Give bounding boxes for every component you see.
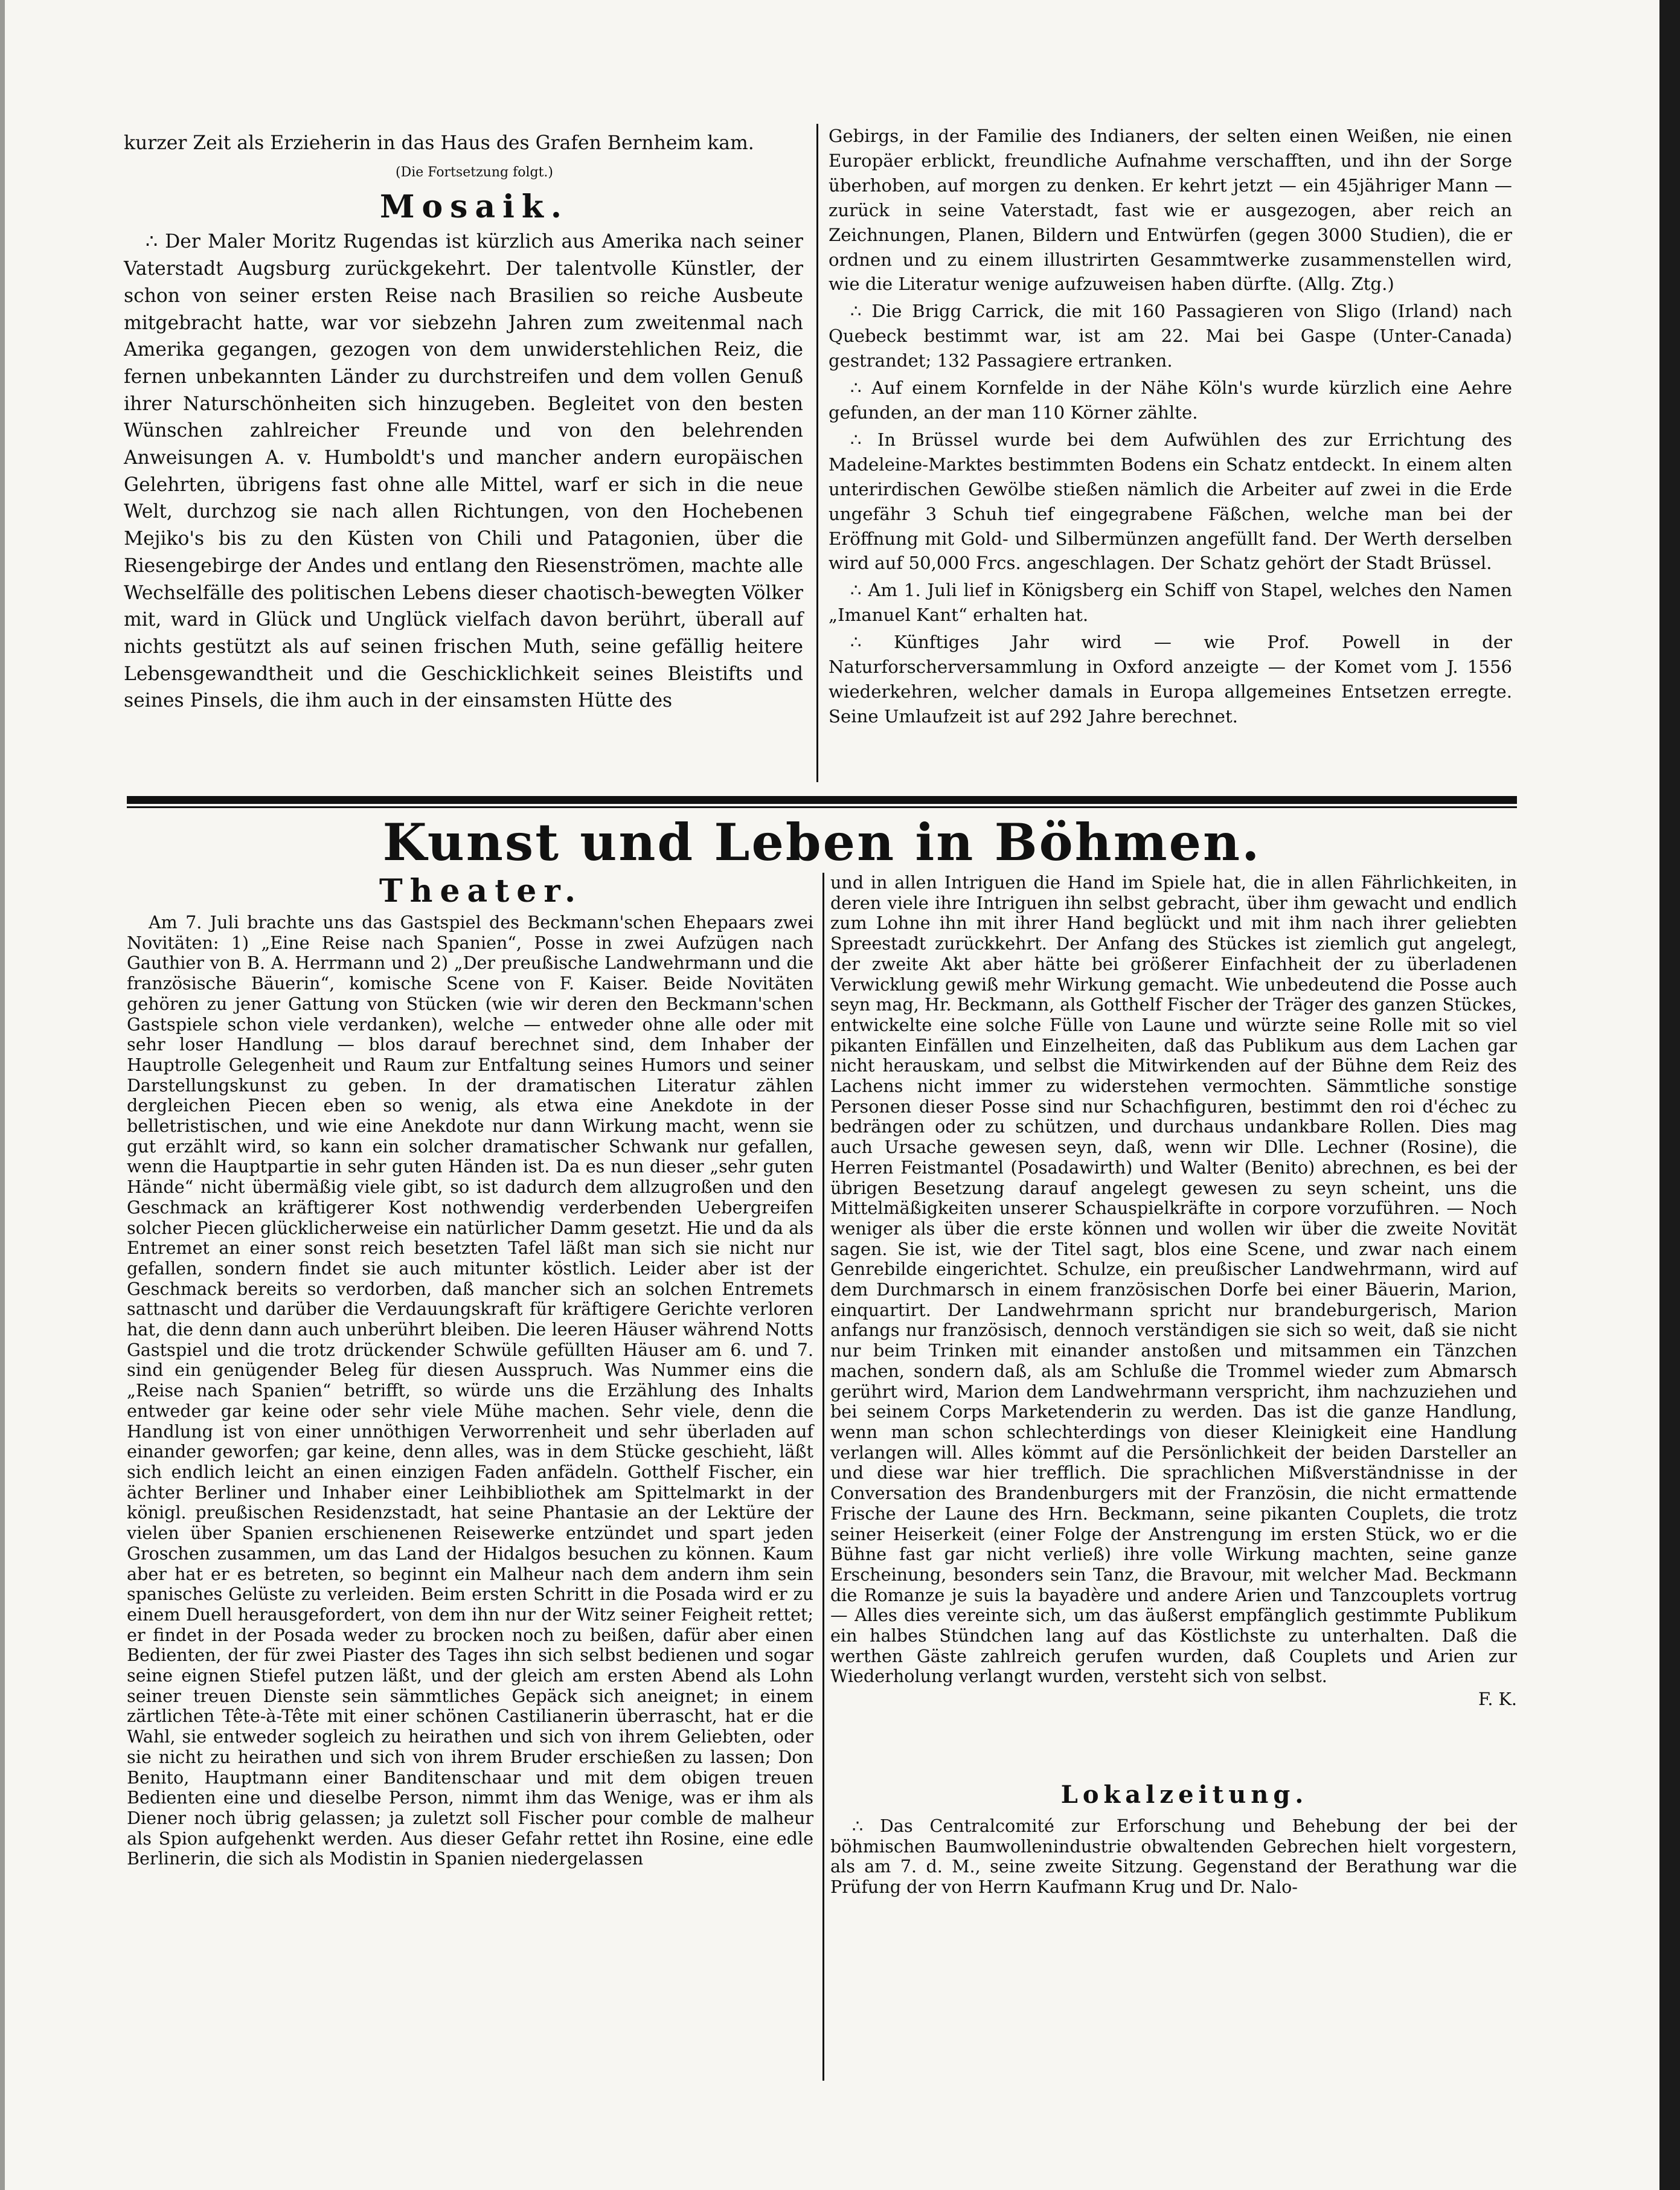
mosaik-continued: Gebirgs, in der Familie des Indianers, der selten einen Weißen, nie einen Europäer erblickt, freundliche Aufnahme verschafften, und ihn der Sorge überhoben, auf morgen zu denken. Er kehrt jetzt — ein 45jähriger Mann — zurück in seine Vaterstadt, fast wie er ausgezogen, aber reich an Zeichnungen, Planen, Bildern und Entwürfen (gegen 3000 Studien), die er ordnen und zu einem illustrirten Gesammtwerke zusammenstellen wird, wie die Literatur wenige aufzuweisen haben dürfte. (Allg. Ztg.)	[829, 126, 1512, 295]
serial-ending: kurzer Zeit als Erzieherin in das Haus des Grafen Bernheim kam.	[124, 132, 754, 154]
mosaik-title: Mosaik.	[379, 188, 569, 226]
review-paragraph: und in allen Intriguen die Hand im Spiele hat, die in allen Fährlichkeiten, in deren viele ihre Intriguen ihn selbst gebracht, über ihm gewacht und endlich zum Lohne ihn mit ihrer Hand beglückt und mit ihm nach ihrer geliebten Spreestadt zurückkehrt. Der Anfang des Stückes ist ziemlich gut angelegt, der zweite Akt aber hätte bei größerer Einfachheit der zu überladenen Verwicklung gewiß mehr Wirkung gemacht. Wie unbedeutend die Posse auch seyn mag, Hr. Beckmann, als Gotthelf Fischer der Träger des ganzen Stückes, entwickelte eine solche Fülle von Laune und würzte seine Rolle mit so viel pikanten Einfällen und Einzelheiten, daß das Publikum aus dem Lachen gar nicht herauskam, und selbst die Mitwirkenden auf der Bühne dem Reiz des Lachens nicht immer zu widerstehen vermochten. Sämmtliche sonstige Personen dieser Posse sind nur Schachfiguren, bestimmt den roi d'échec zu bedrängen oder zu schützen, und durchaus undankbare Rollen. Dies mag auch Ursache gewesen seyn, daß, wenn wir Dlle. Lechner (Rosine), die Herren Feistmantel (Posadawirth) und Walter (Benito) abrechnen, es bei der übrigen Besetzung darauf angelegt gewesen zu seyn scheint, uns die Mittelmäßigkeiten unserer Schauspielkräfte in corpore vorzuführen. — Noch weniger als über die erste können und wollen wir über die zweite Novität sagen. Sie ist, wie der Titel sagt, blos eine Scene, und zwar nach einem Genrebilde eingerichtet. Schulze, ein preußischer Landwehrmann, wird auf dem Durchmarsch in einem französischen Dorfe bei einer Bäuerin, Marion, einquartirt. Der Landwehrmann spricht nur brandeburgerisch, Marion anfangs nur französisch, dennoch verständigen sie sich so weit, daß sie nicht nur beim Trinken mit einander anstoßen und mitsammen ein Tänzchen machen, sondern daß, als am Schluße die Trommel wieder zum Abmarsch gerührt wird, Marion dem Landwehrmann verspricht, ihm nachzuziehen und bei seinem Corps Marketenderin zu werden. Das ist die ganze Handlung, wenn man schon schlechterdings von dieser Kleinigkeit eine Handlung verlangen will. Alles kömmt auf die Persönlichkeit der beiden Darsteller an und diese war hier trefflich. Die sprachlichen Mißverständnisse in der Conversation des Brandenburgers mit der Französin, die nicht ermattende Frische der Laune des Hrn. Beckmann, seine pikanten Couplets, die trotz seiner Heiserkeit (einer Folge der Anstrengung im ersten Stück, wo er die Bühne fast gar nicht verließ) ihre volle Wirkung machten, seine ganze Erscheinung, besonders sein Tanz, die Bravour, mit welcher Mad. Beckmann die Romanze je suis la bayadère und andere Arien und Tanzcouplets vortrug — Alles dies vereinte sich, um das äußerst empfänglich gestimmte Publikum ein halbes Stündchen lang auf das Köstlichste zu unterhalten. Daß die werthen Gäste zahlreich gerufen wurden, daß Couplets und Arien zur Wiederholung verlangt wurden, versteht sich von selbst.	[830, 872, 1517, 1687]
scan-left-edge	[0, 0, 5, 2190]
top-right-column	[829, 124, 1512, 731]
section-rule	[127, 796, 1517, 804]
review-signature: F. K.	[1478, 1689, 1517, 1710]
review-column	[830, 873, 1517, 1900]
column-divider-bottom	[822, 873, 824, 2081]
mosaik-paragraph: ∴ Der Maler Moritz Rugendas ist kürzlich aus Amerika nach seiner Vaterstadt Augsburg zurückgekehrt. Der talentvolle Künstler, der schon von seiner ersten Reise nach Brasilien so reiche Ausbeute mitgebracht hatte, war vor siebzehn Jahren zum zweitenmal nach Amerika gegangen, gezogen von dem unwiderstehlichen Reiz, die fernen unbekannten Länder zu durchstreifen und dem vollen Genuß ihrer Naturschönheiten sich hinzugeben. Begleitet von den besten Wünschen zahlreicher Freunde und von den belehrenden Anweisungen A. v. Humboldt's und mancher andern europäischen Gelehrten, übrigens fast ohne alle Mittel, warf er sich in die neue Welt, durchzog sie nach allen Richtungen, von den Hochebenen Mejiko's bis zu den Küsten von Chili und Patagonien, über die Riesengebirge der Andes und entlang den Riesenströmen, machte alle Wechselfälle des politischen Lebens dieser chaotisch-bewegten Völker mit, ward in Glück und Unglück vielfach davon berührt, überall auf nichts gestützt als auf seinen frischen Muth, seine gefällig heitere Lebensgewandtheit und die Geschicklichkeit seines Bleistifts und seines Pinsels, die ihm auch in der einsamsten Hütte des	[124, 231, 803, 712]
theater-column	[127, 873, 813, 1872]
news-item-brigg: ∴ Die Brigg Carrick, die mit 160 Passagieren von Sligo (Irland) nach Quebeck bestimmt war, ist am 22. Mai bei Gaspe (Unter-Canada) gestrandet; 132 Passagiere ertranken.	[829, 301, 1512, 371]
continued-note: (Die Fortsetzung folgt.)	[395, 164, 553, 180]
theater-title: Theater.	[379, 873, 583, 910]
lokalzeitung-title: Lokalzeitung.	[1060, 1780, 1309, 1809]
news-item-komet: ∴ Künftiges Jahr wird — wie Prof. Powell in der Naturforscherversammlung in Oxford anzeigte — der Komet vom J. 1556 wiederkehren, welcher damals in Europa allgemeines Entsetzen erregte. Seine Umlaufzeit ist auf 292 Jahre berechnet.	[829, 632, 1512, 727]
lokalzeitung-paragraph: ∴ Das Centralcomité zur Erforschung und Behebung der bei der böhmischen Baumwollenindustrie obwaltenden Gebrechen hielt vorgestern, als am 7. d. M., seine zweite Sitzung. Gegenstand der Berathung war die Prüfung der von Herrn Kaufmann Krug und Dr. Nalo-	[830, 1815, 1517, 1897]
theater-paragraph: Am 7. Juli brachte uns das Gastspiel des Beckmann'schen Ehepaars zwei Novitäten: 1) „Eine Reise nach Spanien“, Posse in zwei Aufzügen nach Gauthier von B. A. Herrmann und 2) „Der preußische Landwehrmann und die französische Bäuerin“, komische Scene von F. Kaiser. Beide Novitäten gehören zu jener Gattung von Stücken (wie wir deren den Beckmann'schen Gastspiele schon viele verdanken), welche — entweder ohne alle oder mit sehr loser Handlung — blos darauf berechnet sind, dem Inhaber der Hauptrolle Gelegenheit und Raum zur Entfaltung seines Humors und seiner Darstellungskunst zu geben. In der dramatischen Literatur zählen dergleichen Piecen eben so wenig, als etwa eine Anekdote in der belletristischen, und wie eine Anekdote nur dann Wirkung macht, wenn sie gut erzählt wird, so kann ein solcher dramatischer Schwank nur gefallen, wenn die Hauptpartie in sehr guten Händen ist. Da es nun dieser „sehr guten Hände“ nicht übermäßig viele gibt, so ist dadurch dem allzugroßen und den Geschmack an kräftigerer Kost nothwendig verderbenden Uebergreifen solcher Piecen glücklicherweise ein natürlicher Damm gesetzt. Hie und da als Entremet an einer sonst reich besetzten Tafel läßt man sich sie nicht nur gefallen, sondern findet sie auch mitunter köstlich. Leider aber ist der Geschmack bereits so verdorben, daß mancher sich an solchen Entremets sattnascht und darüber die Verdauungskraft für kräftigere Gerichte verloren hat, die denn dann auch unberührt bleiben. Die leeren Häuser während Notts Gastspiel und die trotz drückender Schwüle gefüllten Häuser am 6. und 7. sind ein genügender Beleg für diesen Ausspruch. Was Nummer eins die „Reise nach Spanien“ betrifft, so würde uns die Erzählung des Inhalts entweder gar keine oder sehr viele Mühe machen. Sehr viele, denn die Handlung ist von einer unnöthigen Verworrenheit und sehr überladen auf einander geworfen; gar keine, denn alles, was in dem Stücke geschieht, läßt sich endlich leicht an einen einzigen Faden anfädeln. Gotthelf Fischer, ein ächter Berliner und Inhaber einer Leihbibliothek am Spittelmarkt in der königl. preußischen Residenzstadt, hat seine Phantasie an der Lektüre der vielen über Spanien erschienenen Reisewerke entzündet und spart jeden Groschen zusammen, um das Land der Hidalgos besuchen zu können. Kaum aber hat er es betreten, so beginnt ein Malheur nach dem andern ihm sein spanisches Gelüste zu verleiden. Beim ersten Schritt in die Posada wird er zu einem Duell herausgefordert, von dem ihn nur der Witz seiner Feigheit rettet; er findet in der Posada weder zu brocken noch zu beißen, dafür aber einen Bedienten, der für zwei Piaster des Tages ihn sich selbst bedienen und sogar seine eignen Stiefel putzen läßt, und der gleich am ersten Abend als Lohn seiner treuen Dienste sein sämmtliches Gepäck sich aneignet; in einem zärtlichen Tête-à-Tête mit einer schönen Castilianerin überrascht, hat er die Wahl, sie entweder sogleich zu heirathen und sich von ihrem Geliebten, oder sie nicht zu heirathen und sich von ihrem Bruder erschießen zu lassen; Don Benito, Hauptmann einer Banditenschaar und mit dem obigen treuen Bedienten eine und dieselbe Person, nimmt ihm das Wenige, was er ihm als Diener noch übrig gelassen; ja zuletzt soll Fischer pour comble de malheur als Spion aufgehenkt werden. Aus dieser Gefahr rettet ihn Rosine, eine edle Berlinerin, die sich als Modistin in Spanien niedergelassen	[127, 912, 813, 1869]
news-item-koenigsberg: ∴ Am 1. Juli lief in Königsberg ein Schiff von Stapel, welches den Namen „Imanuel Kant“ erhalten hat.	[829, 580, 1512, 626]
top-left-column	[124, 130, 803, 717]
news-item-bruessel: ∴ In Brüssel wurde bei dem Aufwühlen des zur Errichtung des Madeleine-Marktes bestimmten Bodens ein Schatz entdeckt. In einem alten unterirdischen Gewölbe stießen nämlich die Arbeiter auf zwei in die Erde ungefähr 3 Schuh tief eingegrabene Fäßchen, welche man bei der Eröffnung mit Gold- und Silbermünzen angefüllt fand. Der Werth derselben wird auf 50,000 Frcs. angeschlagen. Der Schatz gehört der Stadt Brüssel.	[829, 429, 1512, 574]
news-item-aehre: ∴ Auf einem Kornfelde in der Nähe Köln's wurde kürzlich eine Aehre gefunden, an der man 110 Körner zählte.	[829, 377, 1512, 423]
section-headline: Kunst und Leben in Böhmen.	[382, 812, 1262, 872]
scan-right-edge	[1659, 0, 1680, 2190]
column-divider-top	[816, 124, 818, 782]
